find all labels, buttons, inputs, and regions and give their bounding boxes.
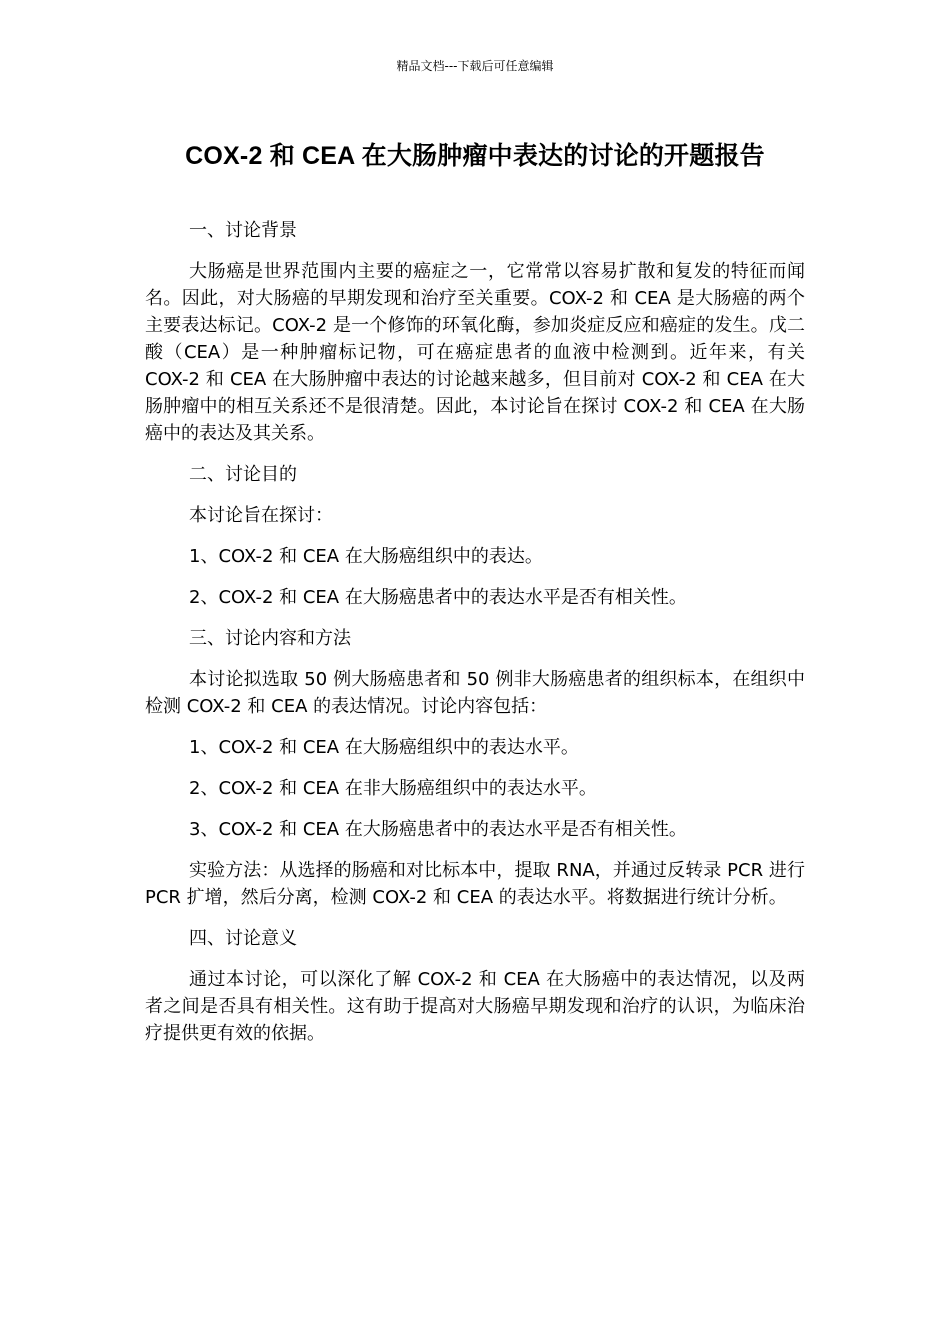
methods-paragraph: 实验方法：从选择的肠癌和对比标本中，提取 RNA，并通过反转录 PCR 进行 PCR 扩增，然后分离，检测 COX-2 和 CEA 的表达水平。将数据进行统计分析。 [145, 860, 805, 908]
section-heading-purpose: 二、讨论目的 [189, 464, 297, 485]
section-heading-content-methods: 三、讨论内容和方法 [189, 628, 351, 649]
content-item-1: 1、COX-2 和 CEA 在大肠癌组织中的表达水平。 [189, 737, 579, 758]
purpose-item-2: 2、COX-2 和 CEA 在大肠癌患者中的表达水平是否有相关性。 [189, 587, 687, 608]
section-heading-significance: 四、讨论意义 [189, 928, 297, 949]
background-paragraph: 大肠癌是世界范围内主要的癌症之一，它常常以容易扩散和复发的特征而闻名。因此，对大肠癌的早期发现和治疗至关重要。COX-2 和 CEA 是大肠癌的两个主要表达标记。COX-2 是一个修饰的环氧化酶，参加炎症反应和癌症的发生。戊二酸（CEA）是一种肿瘤标记物，可在癌症患者的血液中检测到。近年来，有关 COX-2 和 CEA 在大肠肿瘤中表达的讨论越来越多，但目前对 COX-2 和 CEA 在大肠肿瘤中的相互关系还不是很清楚。因此，本讨论旨在探讨 COX-2 和 CEA 在大肠癌中的表达及其关系。 [145, 261, 805, 444]
purpose-item-1: 1、COX-2 和 CEA 在大肠癌组织中的表达。 [189, 546, 543, 567]
header-note: 精品文档---下载后可任意编辑 [396, 59, 554, 73]
document-title: COX-2 和 CEA 在大肠肿瘤中表达的讨论的开题报告 [185, 142, 765, 170]
content-item-3: 3、COX-2 和 CEA 在大肠癌患者中的表达水平是否有相关性。 [189, 819, 687, 840]
significance-paragraph: 通过本讨论，可以深化了解 COX-2 和 CEA 在大肠癌中的表达情况，以及两者之间是否具有相关性。这有助于提高对大肠癌早期发现和治疗的认识，为临床治疗提供更有效的依据。 [145, 969, 805, 1044]
section-heading-background: 一、讨论背景 [189, 220, 297, 241]
content-item-2: 2、COX-2 和 CEA 在非大肠癌组织中的表达水平。 [189, 778, 597, 799]
purpose-intro: 本讨论旨在探讨： [189, 505, 333, 526]
document-body [145, 217, 805, 1061]
content-intro: 本讨论拟选取 50 例大肠癌患者和 50 例非大肠癌患者的组织标本，在组织中检测 COX-2 和 CEA 的表达情况。讨论内容包括： [145, 669, 805, 717]
